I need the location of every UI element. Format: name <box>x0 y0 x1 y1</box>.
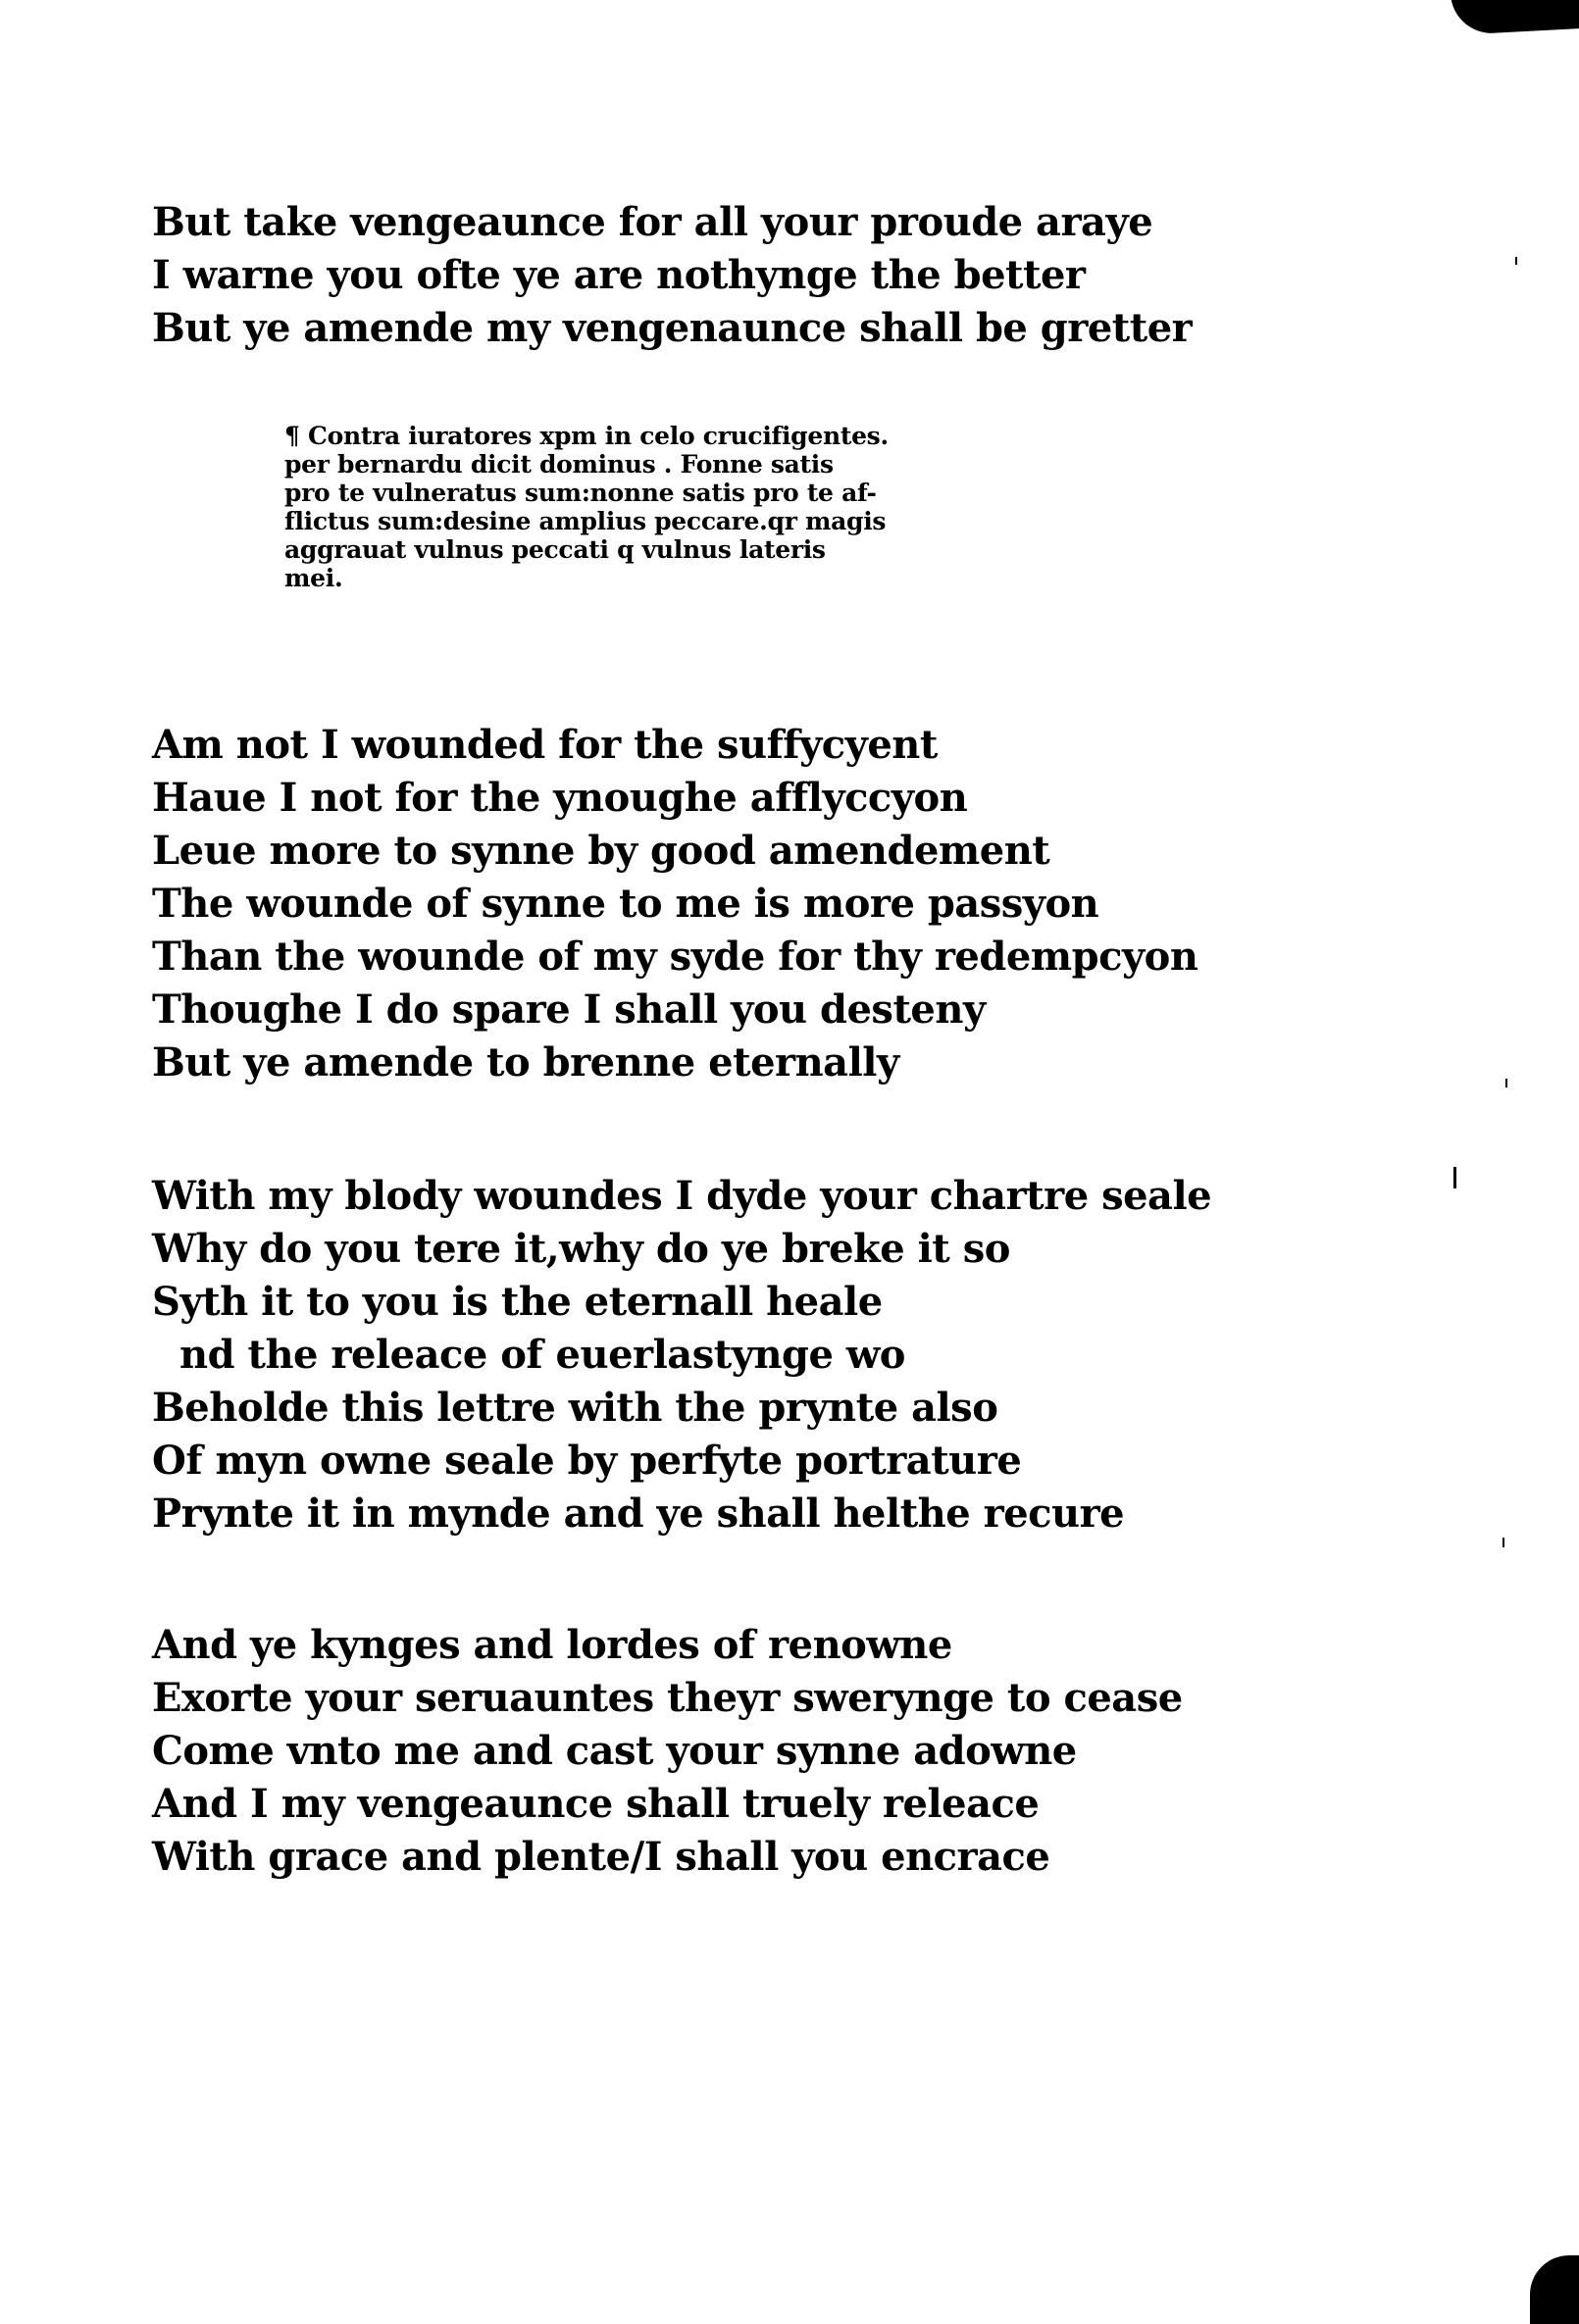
stanza-2 <box>152 719 1197 1089</box>
verse-line: With my blody woundes I dyde your chartre seale <box>152 1173 1212 1219</box>
verse-line: And ye kynges and lordes of renowne <box>152 1622 952 1668</box>
verse-line: Exorte your seruauntes theyr swerynge to cease <box>152 1675 1183 1721</box>
verse-line: Beholde this lettre with the prynte also <box>152 1385 998 1431</box>
verse-line: The wounde of synne to me is more passyon <box>152 881 1099 927</box>
verse-line: I warne you ofte ye are nothynge the better <box>152 252 1086 298</box>
verse-line: Come vnto me and cast your synne adowne <box>152 1728 1077 1774</box>
verse-line: Haue I not for the ynoughe afflyccyon <box>152 775 968 821</box>
verse-line: Than the wounde of my syde for thy redempcyon <box>152 934 1198 980</box>
stanza-4 <box>152 1619 1183 1884</box>
stanza-1 <box>152 196 1192 355</box>
corner-ink-mark <box>1451 0 1579 35</box>
latin-line: aggrauat vulnus peccati q vulnus lateris <box>284 535 826 564</box>
latin-note <box>284 422 1030 592</box>
latin-line: mei. <box>284 564 343 592</box>
verse-line: Prynte it in mynde and ye shall helthe recure <box>152 1490 1125 1537</box>
verse-line: Why do you tere it,why do ye breke it so <box>152 1226 1010 1272</box>
verse-line: Syth it to you is the eternall heale <box>152 1279 883 1325</box>
verse-line: nd the releace of euerlastynge wo <box>179 1332 905 1378</box>
stanza-3 <box>152 1170 1211 1541</box>
verse-line: But ye amende to brenne eternally <box>152 1039 899 1086</box>
verse-line: Leue more to synne by good amendement <box>152 828 1050 874</box>
latin-line: pro te vulneratus sum:nonne satis pro te af- <box>284 479 877 507</box>
latin-line: ¶ Contra iuratores xpm in celo crucifigentes. <box>284 422 889 450</box>
verse-line: But ye amende my vengenaunce shall be gretter <box>152 305 1193 351</box>
verse-line: And I my vengeaunce shall truely releace <box>152 1781 1040 1827</box>
verse-line: Of myn owne seale by perfyte portrature <box>152 1438 1022 1484</box>
latin-line: per bernardu dicit dominus . Fonne satis <box>284 450 834 479</box>
latin-line: flictus sum:desine amplius peccare.qr magis <box>284 507 887 535</box>
verse-line: But take vengeaunce for all your proude araye <box>152 199 1153 245</box>
verse-line: Thoughe I do spare I shall you desteny <box>152 986 986 1033</box>
verse-line: Am not I wounded for the suffycyent <box>152 722 938 768</box>
verse-line: With grace and plente/I shall you encrace <box>152 1834 1050 1880</box>
